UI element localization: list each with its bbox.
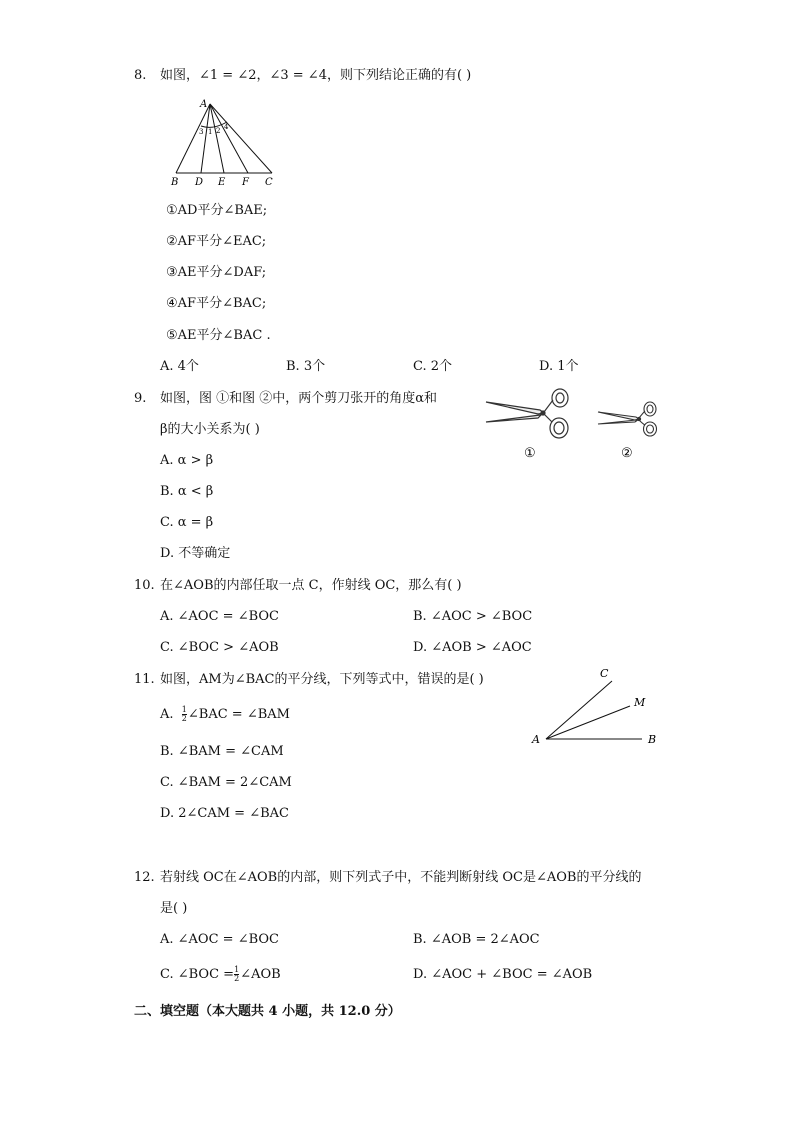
- q11-ray-am: [546, 706, 630, 739]
- scissors-blade-upper: [486, 402, 544, 414]
- q8-option-d[interactable]: D. 1个: [539, 359, 579, 374]
- q12-option-a[interactable]: A. ∠AOC = ∠BOC: [160, 932, 279, 947]
- q8-angle-label: 3: [199, 128, 204, 136]
- q10-number: 10.: [134, 578, 155, 593]
- q8-triangle-figure: [168, 96, 278, 188]
- q9-option-b[interactable]: B. α < β: [160, 484, 214, 499]
- q9-number: 9.: [134, 391, 147, 406]
- scissors-blade-upper: [598, 412, 639, 420]
- q8-stem: 如图，∠1 = ∠2，∠3 = ∠4，则下列结论正确的有( ): [160, 68, 472, 83]
- q9-figure-label-1: ①: [524, 446, 536, 461]
- q9-scissors-figure-2: [596, 398, 666, 464]
- q11-option-c[interactable]: C. ∠BAM = 2∠CAM: [160, 775, 292, 790]
- q8-option-c[interactable]: C. 2个: [413, 359, 453, 374]
- q8-statement: ④AF平分∠BAC;: [166, 296, 267, 311]
- q8-side-ac: [210, 104, 272, 173]
- q10-option-c[interactable]: C. ∠BOC > ∠AOB: [160, 640, 279, 655]
- q8-side-ab: [176, 104, 213, 173]
- q8-angle-label: 1: [208, 128, 213, 136]
- q12-number: 12.: [134, 870, 155, 885]
- q12-option-c-prefix: C. ∠BOC =: [160, 967, 235, 982]
- q8-label-base: E: [218, 177, 226, 188]
- q12-option-d[interactable]: D. ∠AOC + ∠BOC = ∠AOB: [413, 967, 593, 982]
- q11-option-a-rest: ∠BAC = ∠BAM: [187, 707, 290, 722]
- q9-stem-line2: β的大小关系为( ): [160, 422, 260, 437]
- q8-label-base: B: [171, 177, 179, 188]
- q10-option-d[interactable]: D. ∠AOB > ∠AOC: [413, 640, 532, 655]
- q11-label-m: M: [634, 696, 646, 709]
- q11-stem: 如图，AM为∠BAC的平分线，下列等式中，错误的是( ): [160, 672, 484, 687]
- q8-statement: ①AD平分∠BAE;: [166, 203, 268, 218]
- q8-angle-label: 4: [224, 123, 229, 131]
- q8-statement: ③AE平分∠DAF;: [166, 265, 267, 280]
- scissors-handle-lower: [550, 418, 568, 438]
- q12-option-c[interactable]: [160, 966, 281, 983]
- q11-angle-figure: [530, 664, 665, 749]
- q11-option-b[interactable]: B. ∠BAM = ∠CAM: [160, 744, 284, 759]
- q8-label-base: D: [195, 177, 204, 188]
- q8-option-b[interactable]: B. 3个: [286, 359, 326, 374]
- q9-stem-line1: 如图，图 ①和图 ②中，两个剪刀张开的角度α和: [160, 391, 438, 406]
- q8-statement: ⑤AE平分∠BAC .: [166, 328, 271, 343]
- q11-option-a-prefix: A.: [160, 707, 174, 722]
- q8-statement: ②AF平分∠EAC;: [166, 234, 267, 249]
- q8-line-ae: [210, 104, 224, 173]
- q12-stem-line1: 若射线 OC在∠AOB的内部，则下列式子中，不能判断射线 OC是∠AOB的平分线的: [160, 870, 642, 885]
- q8-label-apex: A: [200, 99, 208, 110]
- q12-stem-line2: 是( ): [160, 901, 188, 916]
- q9-option-c[interactable]: C. α = β: [160, 515, 214, 530]
- scissors-handle-upper: [644, 402, 656, 416]
- scissors-handle-upper: [552, 389, 568, 407]
- q9-figure-label-2: ②: [621, 446, 633, 461]
- q10-option-b[interactable]: B. ∠AOC > ∠BOC: [413, 609, 533, 624]
- q8-angle-label: 2: [216, 127, 221, 135]
- q9-scissors-figure-1: [480, 382, 590, 464]
- q12-option-c-rest: ∠AOB: [240, 967, 281, 982]
- q11-number: 11.: [134, 672, 155, 687]
- q11-option-a[interactable]: [160, 706, 290, 723]
- scissors-handle-lower: [644, 422, 657, 436]
- q12-option-c-fraction: $\frac{1}{2}$: [234, 965, 240, 983]
- section-heading-fill-in: 二、填空题（本大题共 4 小题，共 12.0 分）: [134, 1004, 401, 1019]
- q8-number: 8.: [134, 68, 147, 83]
- q11-option-d[interactable]: D. 2∠CAM = ∠BAC: [160, 806, 289, 821]
- q11-option-a-fraction: $\frac{1}{2}$: [181, 705, 187, 723]
- q8-label-base: C: [265, 177, 273, 188]
- q8-line-ad: [201, 104, 213, 173]
- q12-option-b[interactable]: B. ∠AOB = 2∠AOC: [413, 932, 540, 947]
- q9-option-a[interactable]: A. α > β: [160, 453, 214, 468]
- q8-line-af: [210, 104, 248, 173]
- q10-option-a[interactable]: A. ∠AOC = ∠BOC: [160, 609, 279, 624]
- q11-label-c: C: [600, 667, 609, 680]
- q11-label-a: A: [532, 733, 540, 746]
- q11-ray-ac: [546, 681, 612, 739]
- q9-option-d[interactable]: D. 不等确定: [160, 546, 231, 561]
- q10-stem: 在∠AOB的内部任取一点 C，作射线 OC，那么有( ): [160, 578, 462, 593]
- q8-label-base: F: [242, 177, 249, 188]
- q11-label-b: B: [648, 733, 657, 746]
- q8-option-a[interactable]: A. 4个: [160, 359, 199, 374]
